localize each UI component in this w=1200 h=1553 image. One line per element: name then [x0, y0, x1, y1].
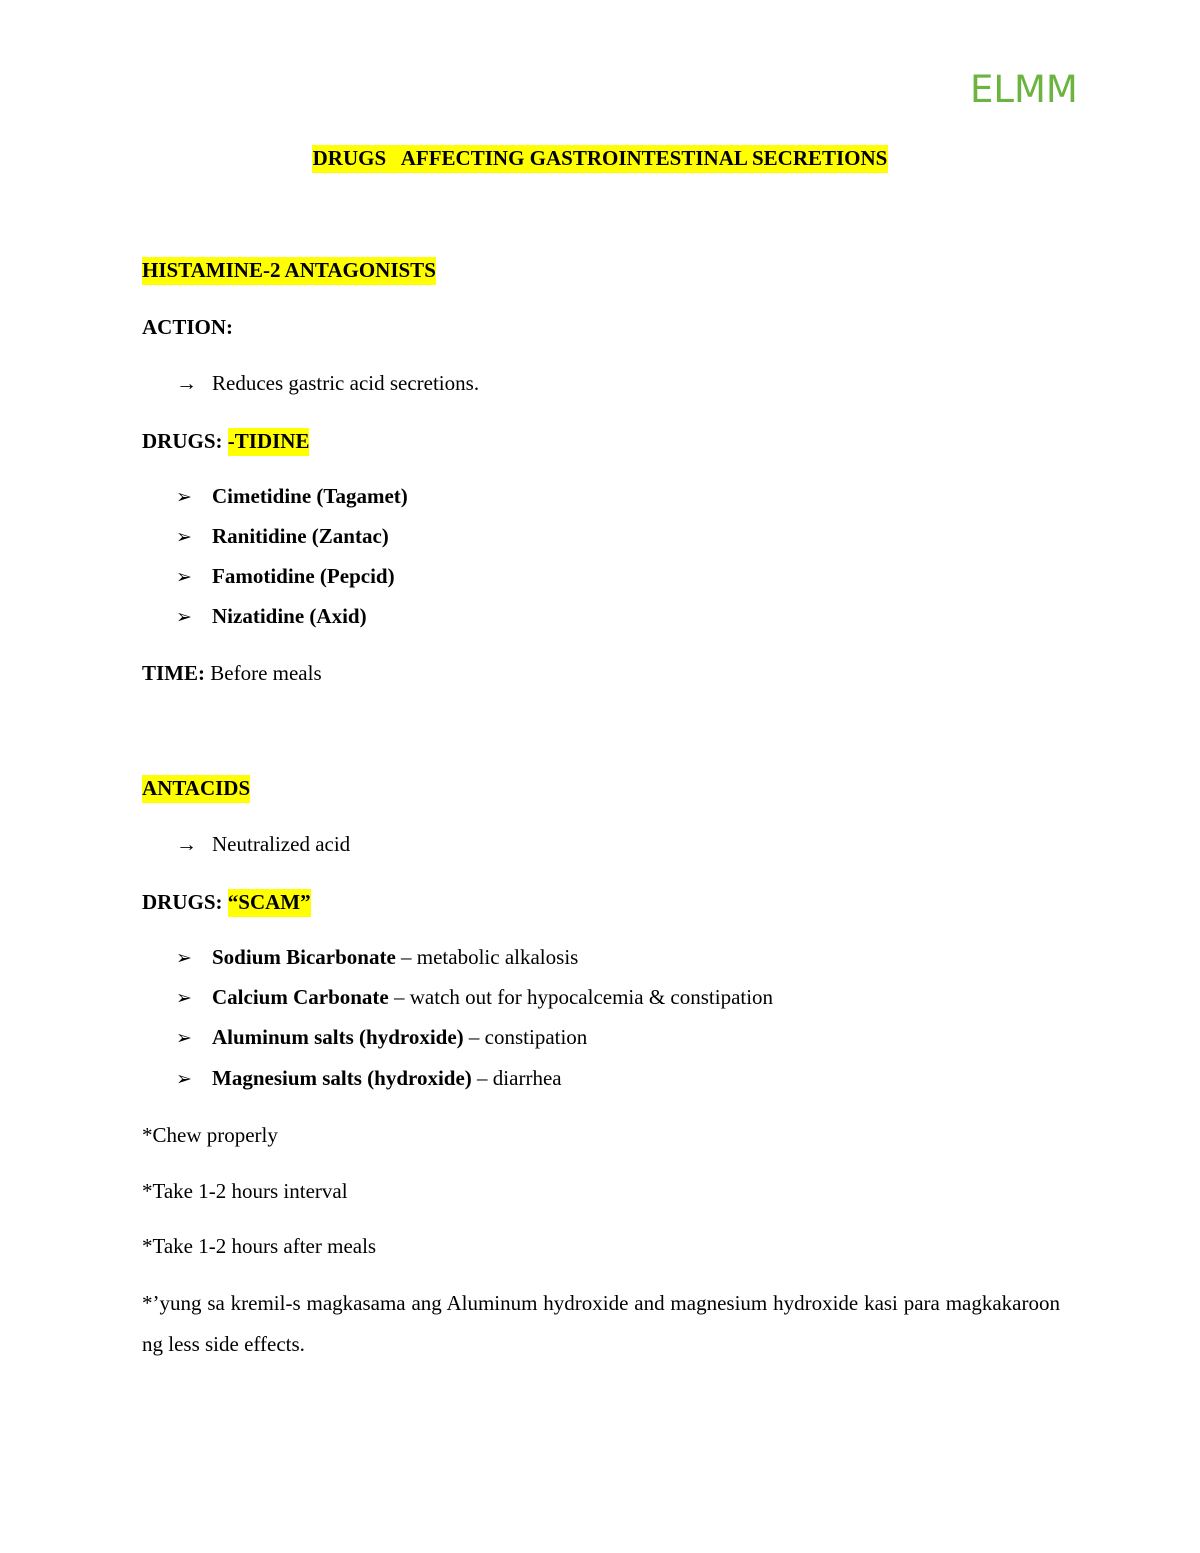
drugs-label: DRUGS:	[142, 890, 223, 914]
drug-effect: – constipation	[463, 1025, 588, 1049]
drug-brand: (Axid)	[309, 604, 367, 628]
drug-name: Aluminum salts (hydroxide)	[212, 1025, 464, 1049]
time-label: TIME:	[142, 661, 205, 685]
drugs-suffix: -TIDINE	[228, 428, 310, 456]
drugs-line-h2	[142, 429, 309, 454]
drug-name: Calcium Carbonate	[212, 985, 389, 1009]
drug-name: Nizatidine	[212, 604, 305, 628]
drug-brand: (Tagamet)	[316, 484, 408, 508]
drugs-label: DRUGS:	[142, 429, 223, 453]
list-item	[176, 566, 395, 587]
arrowhead-bullet-icon: ➢	[176, 526, 192, 548]
arrowhead-bullet-icon: ➢	[176, 486, 192, 508]
note-after-meals: *Take 1-2 hours after meals	[142, 1234, 377, 1258]
drug-name: Magnesium salts (hydroxide)	[212, 1066, 472, 1090]
arrowhead-bullet-icon: ➢	[176, 1027, 192, 1049]
list-item	[176, 1027, 587, 1048]
list-item	[176, 1068, 562, 1089]
antacid-action-line	[176, 834, 350, 855]
section-heading-text: ANTACIDS	[142, 775, 250, 803]
drug-brand: (Pepcid)	[319, 564, 395, 588]
drug-name: Cimetidine	[212, 484, 312, 508]
arrowhead-bullet-icon: ➢	[176, 606, 192, 628]
action-label: ACTION:	[142, 315, 234, 339]
brand-logo: ELMM	[970, 68, 1078, 111]
list-item	[176, 947, 578, 968]
drug-effect: – watch out for hypocalcemia & constipation	[388, 985, 774, 1009]
drug-effect: – diarrhea	[471, 1066, 562, 1090]
drugs-line-antacids	[142, 890, 311, 915]
drug-name: Sodium Bicarbonate	[212, 945, 396, 969]
arrowhead-bullet-icon: ➢	[176, 987, 192, 1009]
time-line	[142, 663, 322, 684]
drugs-mnemonic: “SCAM”	[228, 889, 311, 917]
arrowhead-bullet-icon: ➢	[176, 566, 192, 588]
kremil-s-paragraph: *’yung sa kremil-s magkasama ang Aluminum hydroxide and magnesium hydroxide kasi para magkakaroon ng less side effects.	[142, 1291, 1060, 1356]
list-item	[176, 486, 408, 507]
page-title-text: DRUGS AFFECTING GASTROINTESTINAL SECRETIONS	[312, 145, 889, 173]
section-heading-text: HISTAMINE-2 ANTAGONISTS	[142, 257, 436, 285]
arrowhead-bullet-icon: ➢	[176, 947, 192, 969]
right-arrow-icon: →	[176, 371, 197, 395]
right-arrow-icon: →	[176, 832, 197, 856]
time-text: Before meals	[210, 661, 322, 685]
action-line	[176, 373, 479, 394]
note-interval: *Take 1-2 hours interval	[142, 1179, 348, 1203]
arrowhead-bullet-icon: ➢	[176, 1068, 192, 1090]
action-text: Reduces gastric acid secretions.	[212, 371, 480, 395]
drug-brand: (Zantac)	[311, 524, 389, 548]
list-item	[176, 987, 773, 1008]
drug-effect: – metabolic alkalosis	[395, 945, 579, 969]
drug-name: Famotidine	[212, 564, 315, 588]
note-chew: *Chew properly	[142, 1123, 278, 1147]
antacid-action-text: Neutralized acid	[212, 832, 351, 856]
list-item	[176, 606, 367, 627]
drug-name: Ranitidine	[212, 524, 307, 548]
list-item	[176, 526, 389, 547]
section-heading-antacids	[142, 776, 250, 801]
section-heading-h2-antagonists	[142, 258, 436, 283]
page-title	[0, 146, 1200, 171]
